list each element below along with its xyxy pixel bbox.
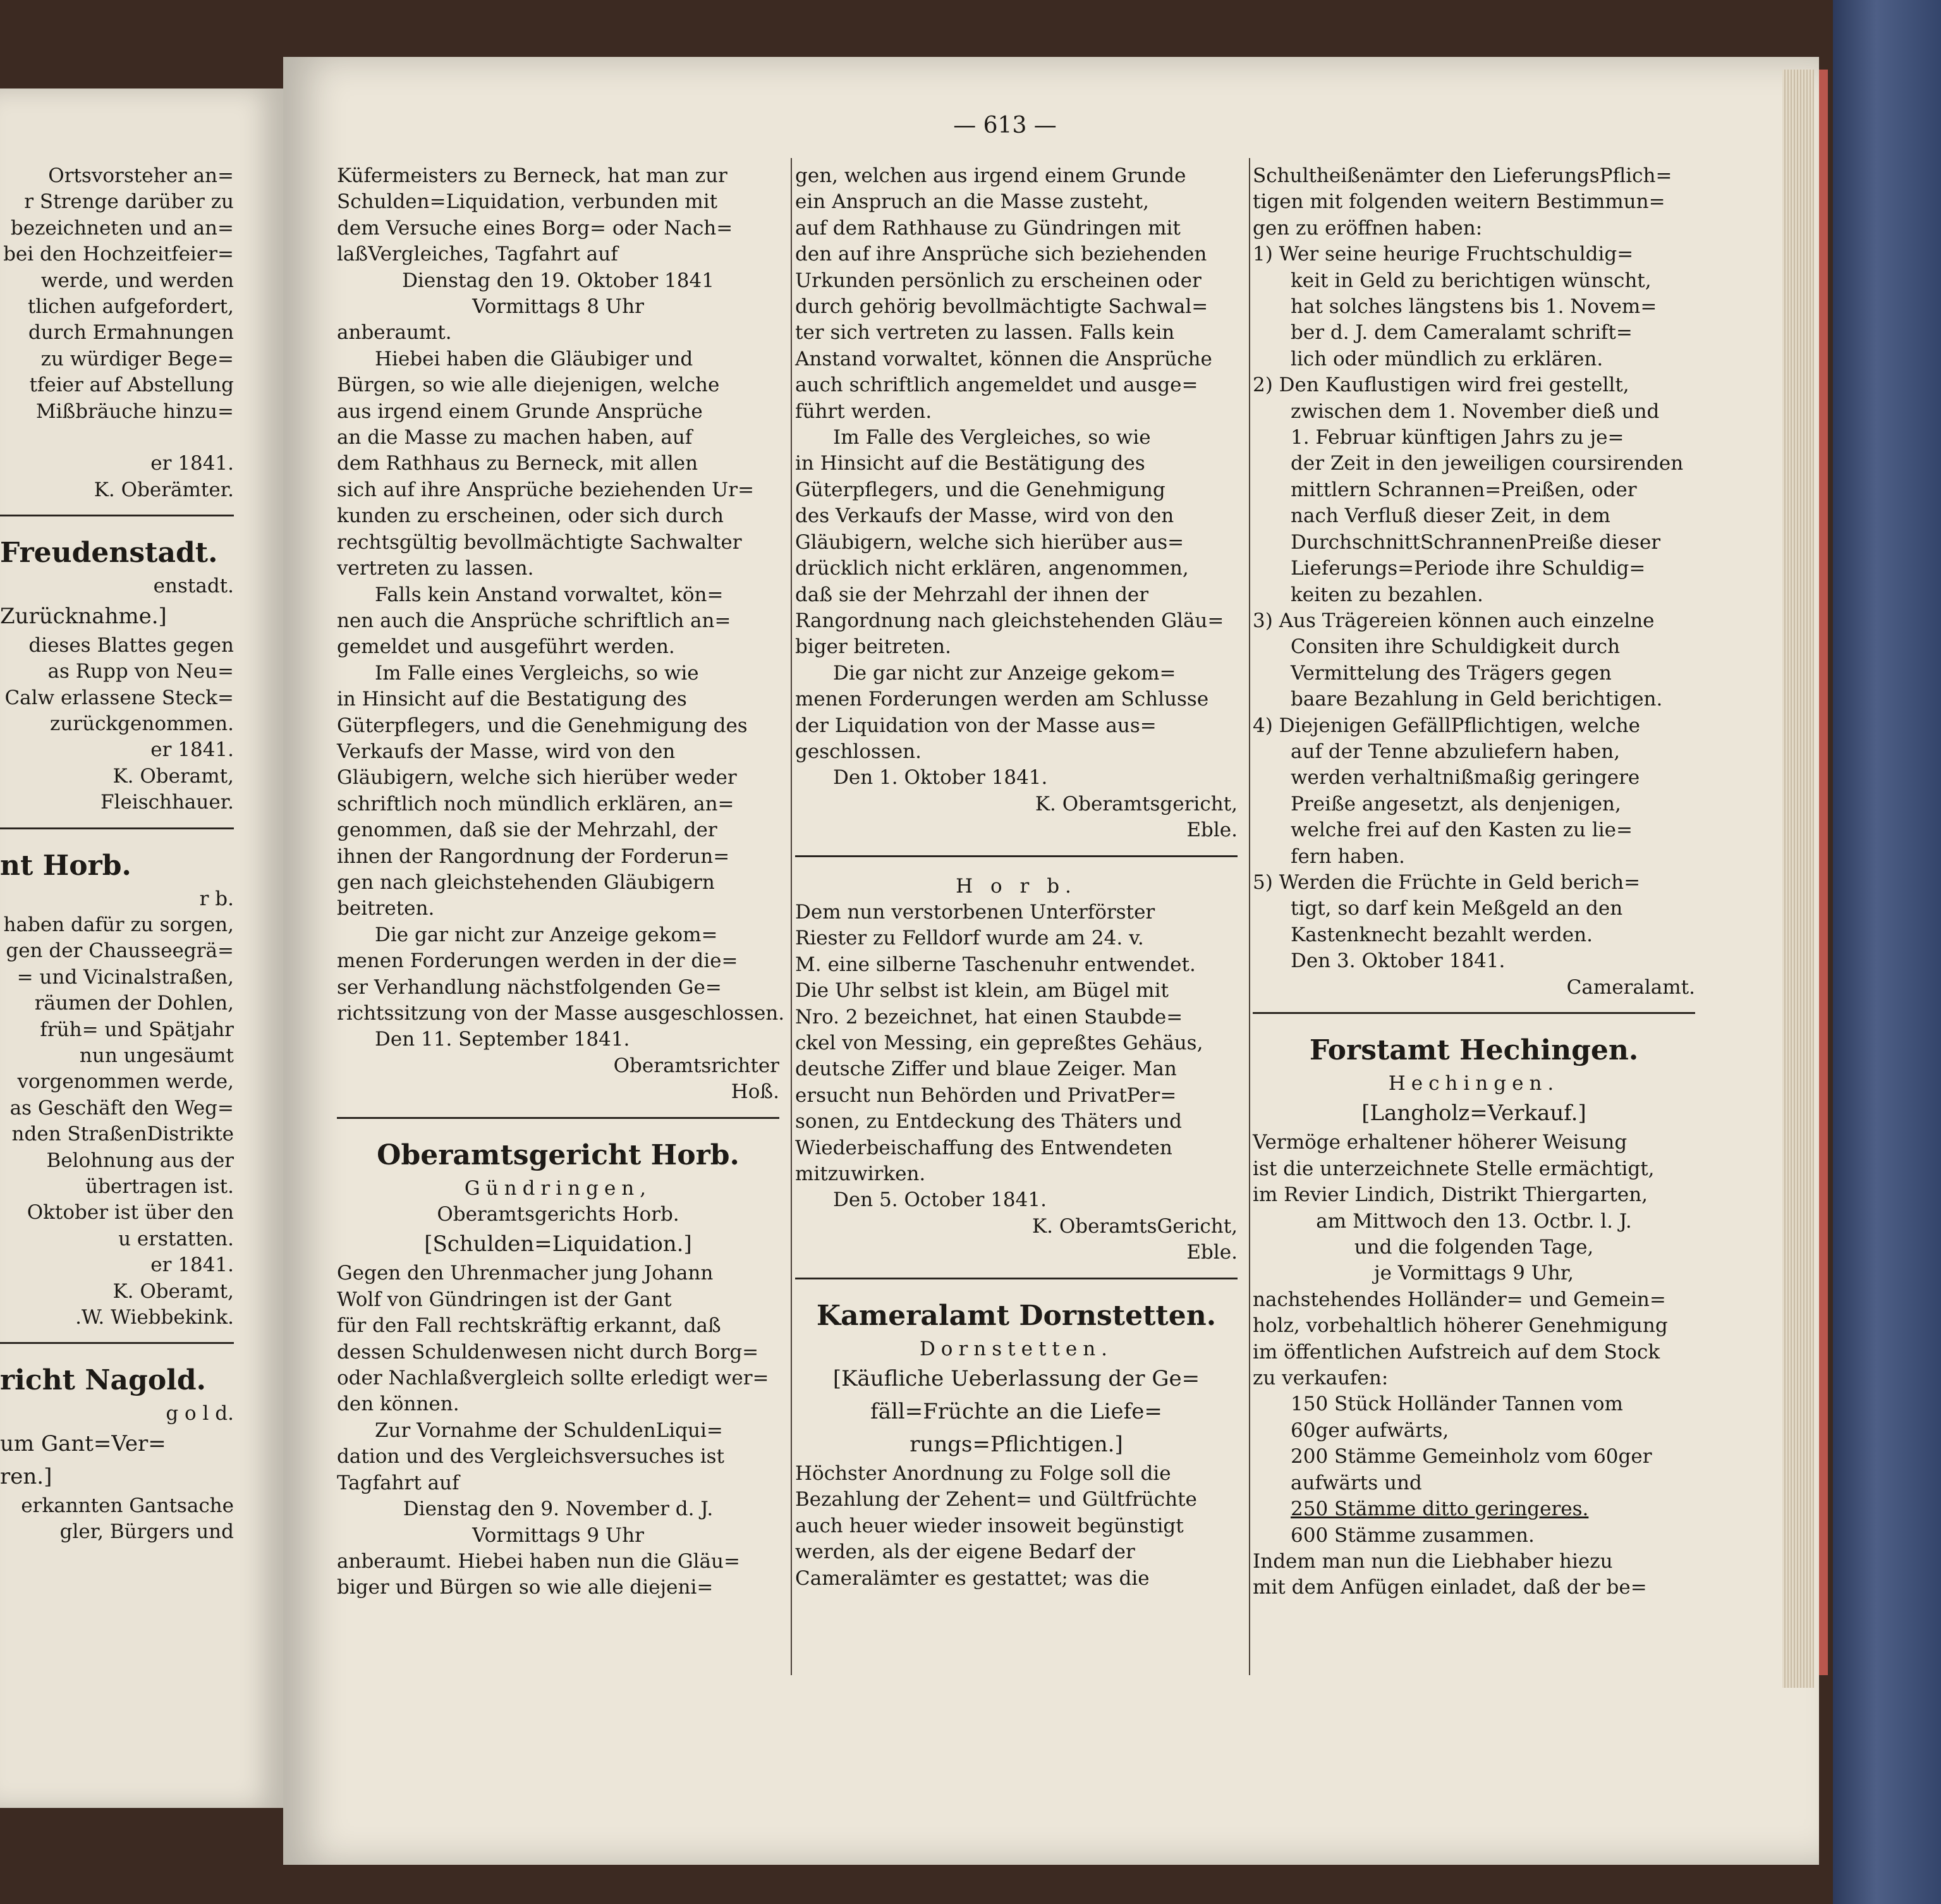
left-fragment-line: Fleischhauer. [100, 791, 234, 814]
column-2-line: Urkunden persönlich zu erscheinen oder [795, 269, 1202, 292]
column-3-line: 60ger aufwärts, [1291, 1419, 1449, 1442]
column-3-line: DurchschnittSchrannenPreiße dieser [1291, 530, 1661, 554]
column-3-line: tigen mit folgenden weitern Bestimmun= [1253, 190, 1665, 214]
column-2-line: Eble. [1186, 1241, 1238, 1264]
column-2-line: ein Anspruch an die Masse zusteht, [795, 190, 1149, 214]
left-fragment-line: dieses Blattes gegen [28, 633, 234, 657]
column-3-line: hat solches längstens bis 1. Novem= [1291, 295, 1657, 319]
column-2-line: führt werden. [795, 400, 932, 423]
column-3-line: Cameralamt. [1566, 975, 1695, 999]
column-1-line: Hoß. [731, 1080, 779, 1104]
column-3-line: 3) Aus Trägereien können auch einzelne [1253, 609, 1655, 632]
column-1-line: Dienstag den 9. November d. J. [403, 1498, 714, 1521]
column-2-line: Güterpflegers, und die Genehmigung [795, 478, 1165, 501]
section-rule [795, 855, 1238, 857]
column-1-line: vertreten zu lassen. [337, 557, 534, 580]
column-3-line: im öffentlichen Aufstreich auf dem Stock [1253, 1340, 1660, 1364]
column-3-line: am Mittwoch den 13. Octbr. l. J. [1316, 1209, 1632, 1233]
column-2-line: Eble. [1186, 819, 1238, 842]
section-rule [0, 515, 234, 516]
column-2-line: ckel von Messing, ein gepreßtes Gehäus, [795, 1032, 1203, 1054]
column-2-line: Gläubigern, welche sich hierüber aus= [795, 530, 1184, 554]
column-2-line: Die gar nicht zur Anzeige gekom= [833, 661, 1176, 685]
column-1-line: an die Masse zu machen haben, auf [337, 426, 693, 449]
column-3-line: mittlern Schrannen=Preißen, oder [1291, 478, 1637, 501]
column-2-line: Höchster Anordnung zu Folge soll die [795, 1462, 1171, 1486]
left-fragment-line: er 1841. [150, 1254, 234, 1277]
column-1-line: Gegen den Uhrenmacher jung Johann [337, 1262, 714, 1285]
column-1-line: oder Nachlaßvergleich sollte erledigt wer= [337, 1367, 769, 1390]
column-2-line: Cameralämter es gestattet; was die [795, 1566, 1150, 1590]
left-fragment-line: bezeichneten und an= [10, 216, 234, 240]
left-fragment-line: Calw erlassene Steck= [4, 686, 234, 709]
left-fragment-line: enstadt. [153, 575, 234, 598]
left-fragment-line: übertragen ist. [85, 1175, 234, 1198]
left-fragment-line: ren.] [0, 1463, 52, 1489]
column-1-line: biger und Bürgen so wie alle diejeni= [337, 1576, 714, 1599]
place-subtitle: Oberamtsgerichts Horb. [437, 1203, 679, 1226]
column-1-line: Die gar nicht zur Anzeige gekom= [375, 923, 718, 946]
column-3-line: gen zu eröffnen haben: [1253, 216, 1483, 240]
column-2-line: Im Falle des Vergleiches, so wie [833, 426, 1151, 449]
left-fragment-line: nun ungesäumt [79, 1044, 234, 1067]
section-rule [0, 827, 234, 829]
column-2-line: gen, welchen aus irgend einem Grunde [795, 164, 1186, 187]
column-3-line: mit dem Anfügen einladet, daß der be= [1253, 1576, 1647, 1599]
left-fragment-line: um Gant=Ver= [0, 1431, 166, 1456]
column-1-line: Schulden=Liquidation, verbunden mit [337, 190, 718, 214]
column-1-line: Im Falle eines Vergleichs, so wie [375, 661, 699, 685]
left-page-column [0, 163, 234, 1546]
left-fragment-line: tlichen aufgefordert, [27, 295, 234, 319]
column-3-line: Preiße angesetzt, als denjenigen, [1291, 792, 1621, 815]
section-rule [337, 1117, 779, 1119]
column-2-line: in Hinsicht auf die Bestätigung des [795, 452, 1145, 475]
column-1-line: Bürgen, so wie alle diejenigen, welche [337, 374, 720, 397]
column-2-line: Den 5. October 1841. [833, 1188, 1047, 1212]
left-fragment-line: bei den Hochzeitfeier= [3, 243, 234, 266]
column-3-line: werden verhaltnißmaßig geringere [1291, 766, 1640, 790]
column-1-line: laßVergleiches, Tagfahrt auf [337, 243, 618, 266]
column-3-line: je Vormittags 9 Uhr, [1373, 1262, 1574, 1285]
column-2-line: ersucht nun Behörden und PrivatPer= [795, 1083, 1177, 1107]
column-3-line: aufwärts und [1291, 1471, 1422, 1494]
column-2-line: auf dem Rathhause zu Gündringen mit [795, 216, 1181, 240]
column-1-line: Wolf von Gündringen ist der Gant [337, 1288, 672, 1311]
column-3-line: ber d. J. dem Cameralamt schrift= [1291, 321, 1633, 345]
column-2-line: Den 1. Oktober 1841. [833, 766, 1048, 790]
column-2-line: Die Uhr selbst ist klein, am Bügel mit [795, 979, 1169, 1003]
column-1-line: ihnen der Rangordnung der Forderun= [337, 845, 730, 868]
left-fragment-line: = und Vicinalstraßen, [16, 965, 234, 989]
column-3-line: tigt, so darf kein Meßgeld an den [1291, 897, 1623, 920]
column-2-line: sonen, zu Entdeckung des Thäters und [795, 1110, 1182, 1133]
column-1-line: Hiebei haben die Gläubiger und [375, 347, 693, 370]
notice-subject: [Käufliche Ueberlassung der Ge= [832, 1366, 1200, 1392]
column-2-line: menen Forderungen werden am Schlusse [795, 688, 1209, 711]
column-3-line: baare Bezahlung in Geld berichtigen. [1291, 688, 1663, 711]
column-divider-2 [1249, 158, 1250, 1675]
left-fragment-line: nden StraßenDistrikte [11, 1123, 234, 1146]
column-2-line: den auf ihre Ansprüche sich beziehenden [795, 243, 1207, 266]
page-stack-edge [1782, 70, 1814, 1688]
left-fragment-line: er 1841. [150, 738, 234, 762]
column-2-line: auch schriftlich angemeldet und ausge= [795, 374, 1198, 397]
left-fragment-line: .W. Wiebbekink. [75, 1306, 234, 1329]
column-3-line: Lieferungs=Periode ihre Schuldig= [1291, 557, 1646, 580]
column-3-line: ist die unterzeichnete Stelle ermächtigt, [1253, 1157, 1655, 1180]
left-fragment-line: K. Oberämter. [94, 478, 234, 501]
notice-subject: fäll=Früchte an die Liefe= [870, 1399, 1162, 1425]
left-fragment-line: Belohnung aus der [46, 1149, 234, 1172]
column-2-line: Dem nun verstorbenen Unterförster [795, 900, 1155, 924]
column-3-line: Vermittelung des Trägers gegen [1291, 661, 1612, 685]
column-3-line: 1. Februar künftigen Jahrs zu je= [1291, 426, 1624, 449]
left-fragment-line: tfeier auf Abstellung [29, 374, 234, 397]
left-fragment-line: Freudenstadt. [0, 537, 218, 570]
column-3-line: 600 Stämme zusammen. [1291, 1523, 1535, 1547]
column-2-line: M. eine silberne Taschenuhr entwendet. [795, 953, 1196, 976]
column-2-line: deutsche Ziffer und blaue Zeiger. Man [795, 1058, 1177, 1081]
column-1-line: sich auf ihre Ansprüche beziehenden Ur= [337, 478, 755, 501]
place-name: H o r b. [956, 874, 1077, 898]
column-2-line: geschlossen. [795, 740, 922, 763]
column-1-line: anberaumt. Hiebei haben nun die Gläu= [337, 1549, 740, 1573]
column-3-line: Indem man nun die Liebhaber hiezu [1253, 1549, 1613, 1573]
column-2-line: K. Oberamtsgericht, [1035, 792, 1238, 815]
column-2-line: Riester zu Felldorf wurde am 24. v. [795, 927, 1144, 950]
column-2-line: drücklich nicht erklären, angenommen, [795, 557, 1189, 580]
column-2-line: daß sie der Mehrzahl der ihnen der [795, 583, 1149, 606]
column-1-line: in Hinsicht auf die Bestatigung des [337, 688, 687, 711]
notice-subject: [Langholz=Verkauf.] [1361, 1101, 1586, 1126]
left-fragment-line: nt Horb. [0, 849, 131, 882]
column-3-line: 5) Werden die Früchte in Geld berich= [1253, 870, 1641, 894]
left-fragment-line: zurückgenommen. [49, 712, 234, 735]
column-3-line: keit in Geld zu berichtigen wünscht, [1291, 269, 1652, 292]
column-3-line: Den 3. Oktober 1841. [1291, 949, 1506, 973]
column-2-line: des Verkaufs der Masse, wird von den [795, 504, 1174, 528]
column-1-line: nen auch die Ansprüche schriftlich an= [337, 609, 731, 632]
column-3-line: 250 Stämme ditto geringeres. [1291, 1498, 1589, 1521]
column-3-line: Consiten ihre Schuldigkeit durch [1291, 635, 1621, 659]
column-divider-1 [791, 158, 792, 1675]
column-1-line: dem Rathhaus zu Berneck, mit allen [337, 452, 698, 475]
left-fragment-line: erkannten Gantsache [21, 1494, 234, 1517]
column-2-line: biger beitreten. [795, 635, 951, 659]
left-fragment-line: Mißbräuche hinzu= [35, 400, 234, 423]
left-fragment-line: K. Oberamt, [113, 1279, 234, 1303]
column-3-line: zwischen dem 1. November dieß und [1291, 400, 1660, 423]
left-fragment-line: as Geschäft den Weg= [9, 1096, 234, 1120]
column-1-line: Gläubigern, welche sich hierüber weder [337, 766, 737, 790]
column-2-line: der Liquidation von der Masse aus= [795, 714, 1157, 737]
column-1-line: Güterpflegers, und die Genehmigung des [337, 714, 748, 737]
column-3-line: holz, vorbehaltlich höherer Genehmigung [1253, 1314, 1668, 1338]
column-1-line: kunden zu erscheinen, oder sich durch [337, 504, 724, 528]
column-3-line: nachstehendes Holländer= und Gemein= [1253, 1288, 1666, 1311]
column-1-line: menen Forderungen werden in der die= [337, 949, 738, 973]
left-fragment-line: richt Nagold. [0, 1364, 206, 1397]
column-2-line: durch gehörig bevollmächtigte Sachwal= [795, 295, 1208, 319]
place-name: Hechingen. [1388, 1072, 1560, 1095]
column-2-line: mitzuwirken. [795, 1163, 926, 1186]
left-fragment-line: r Strenge darüber zu [24, 190, 234, 214]
column-1-line: richtssitzung von der Masse ausgeschlossen. [337, 1002, 785, 1025]
column-3-line: lich oder mündlich zu erklären. [1291, 347, 1603, 370]
left-fragment-line: Ortsvorsteher an= [48, 164, 234, 187]
left-fragment-line: r b. [199, 887, 234, 910]
column-3-line: 4) Diejenigen GefällPflichtigen, welche [1253, 714, 1641, 737]
column-2-line: Wiederbeischaffung des Entwendeten [795, 1136, 1172, 1159]
column-1-line: Verkaufs der Masse, wird von den [337, 740, 676, 763]
column-3-line: welche frei auf den Kasten zu lie= [1291, 819, 1633, 842]
book-cover-edge [1833, 0, 1941, 1904]
column-3-line: und die folgenden Tage, [1354, 1236, 1594, 1259]
section-heading: Oberamtsgericht Horb. [377, 1138, 739, 1171]
column-3-line: im Revier Lindich, Distrikt Thiergarten, [1253, 1183, 1648, 1207]
column-1-line: gen nach gleichstehenden Gläubigern [337, 870, 715, 894]
left-fragment-line: vorgenommen werde, [17, 1070, 234, 1094]
column-2-line: Rangordnung nach gleichstehenden Gläu= [795, 609, 1224, 632]
column-3-line: 2) Den Kauflustigen wird frei gestellt, [1253, 374, 1629, 397]
section-rule [795, 1278, 1238, 1279]
column-1-line: aus irgend einem Grunde Ansprüche [337, 400, 703, 423]
page-number: — 613 — [953, 113, 1057, 138]
left-fragment-line: er 1841. [150, 452, 234, 475]
column-2-line: Nro. 2 bezeichnet, hat einen Staubde= [795, 1005, 1183, 1028]
column-3-line: 1) Wer seine heurige Fruchtschuldig= [1253, 243, 1634, 266]
left-fragment-line: K. Oberamt, [113, 764, 234, 788]
left-fragment-line: g o l d. [166, 1402, 234, 1425]
column-2-line: K. OberamtsGericht, [1031, 1214, 1238, 1238]
left-fragment-line: haben dafür zu sorgen, [3, 913, 234, 936]
column-1-line: für den Fall rechtskräftig erkannt, daß [337, 1314, 721, 1338]
column-3-line: Kastenknecht bezahlt werden. [1291, 923, 1593, 946]
column-1-line: Vormittags 8 Uhr [472, 295, 644, 319]
left-fragment-line: u erstatten. [118, 1227, 234, 1250]
column-1-line: schriftlich noch mündlich erklären, an= [337, 792, 734, 815]
notice-subject: [Schulden=Liquidation.] [424, 1231, 692, 1257]
column-2 [795, 163, 1238, 1592]
column-1-line: ser Verhandlung nächstfolgenden Ge= [337, 975, 722, 999]
left-fragment-line: Zurücknahme.] [0, 603, 167, 629]
column-1-line: Falls kein Anstand vorwaltet, kön= [375, 583, 724, 606]
left-fragment-line: räumen der Dohlen, [34, 992, 234, 1015]
column-1-line: Zur Vornahme der SchuldenLiqui= [375, 1419, 723, 1442]
left-fragment-line: früh= und Spätjahr [40, 1018, 234, 1041]
column-1-line: Oberamtsrichter [613, 1054, 779, 1077]
column-3-line: keiten zu bezahlen. [1291, 583, 1483, 606]
column-2-line: Anstand vorwaltet, können die Ansprüche [795, 347, 1212, 370]
column-1 [337, 163, 785, 1601]
column-3 [1253, 163, 1695, 1601]
column-3-line: 150 Stück Holländer Tannen vom [1291, 1393, 1623, 1416]
column-2-line: auch heuer wieder insoweit begünstigt [795, 1514, 1184, 1537]
column-3-line: nach Verfluß dieser Zeit, in dem [1291, 504, 1610, 528]
column-1-line: Vormittags 9 Uhr [472, 1523, 644, 1547]
column-1-line: dem Versuche eines Borg= oder Nach= [337, 216, 733, 240]
column-1-line: Küfermeisters zu Berneck, hat man zur [337, 164, 727, 187]
place-name: Dornstetten. [919, 1337, 1114, 1360]
left-fragment-line: gler, Bürgers und [59, 1520, 234, 1544]
column-3-line: zu verkaufen: [1253, 1367, 1389, 1390]
left-fragment-line [0, 425, 234, 451]
left-fragment-line: gen der Chausseegrä= [6, 939, 234, 963]
section-rule [1253, 1012, 1695, 1014]
column-1-line: beitreten. [337, 897, 435, 920]
column-1-line: den können. [337, 1393, 459, 1416]
section-heading: Forstamt Hechingen. [1309, 1034, 1639, 1066]
column-3-line: Vermöge erhaltener höherer Weisung [1253, 1131, 1628, 1154]
left-fragment-line: as Rupp von Neu= [47, 660, 234, 683]
column-1-line: Den 11. September 1841. [375, 1028, 630, 1051]
left-fragment-line: Oktober ist über den [27, 1201, 234, 1224]
column-1-line: Tagfahrt auf [337, 1471, 459, 1494]
left-fragment-line: werde, und werden [40, 269, 234, 292]
column-2-line: ter sich vertreten zu lassen. Falls kein [795, 321, 1175, 345]
section-heading: Kameralamt Dornstetten. [816, 1299, 1217, 1332]
column-1-line: dessen Schuldenwesen nicht durch Borg= [337, 1340, 759, 1364]
column-1-line: Dienstag den 19. Oktober 1841 [402, 269, 714, 292]
column-3-line: Schultheißenämter den LieferungsPflich= [1253, 164, 1672, 187]
column-2-line: Bezahlung der Zehent= und Gültfrüchte [795, 1488, 1197, 1511]
column-2-line: werden, als der eigene Bedarf der [795, 1541, 1135, 1564]
notice-subject: rungs=Pflichtigen.] [910, 1432, 1123, 1458]
section-rule [0, 1342, 234, 1344]
left-fragment-line: zu würdiger Bege= [40, 347, 234, 370]
place-name: Gündringen, [464, 1176, 652, 1200]
column-3-line: 200 Stämme Gemeinholz vom 60ger [1291, 1445, 1652, 1468]
column-3-line: fern haben. [1291, 845, 1405, 868]
column-1-line: genommen, daß sie der Mehrzahl, der [337, 819, 717, 842]
column-1-line: dation und des Vergleichsversuches ist [337, 1445, 724, 1468]
left-fragment-line: durch Ermahnungen [28, 321, 234, 345]
column-3-line: auf der Tenne abzuliefern haben, [1291, 740, 1621, 763]
column-1-line: anberaumt. [337, 321, 452, 345]
column-3-line: der Zeit in den jeweiligen coursirenden [1291, 452, 1684, 475]
column-1-line: gemeldet und ausgeführt werden. [337, 635, 675, 659]
column-1-line: rechtsgültig bevollmächtigte Sachwalter [337, 530, 742, 554]
